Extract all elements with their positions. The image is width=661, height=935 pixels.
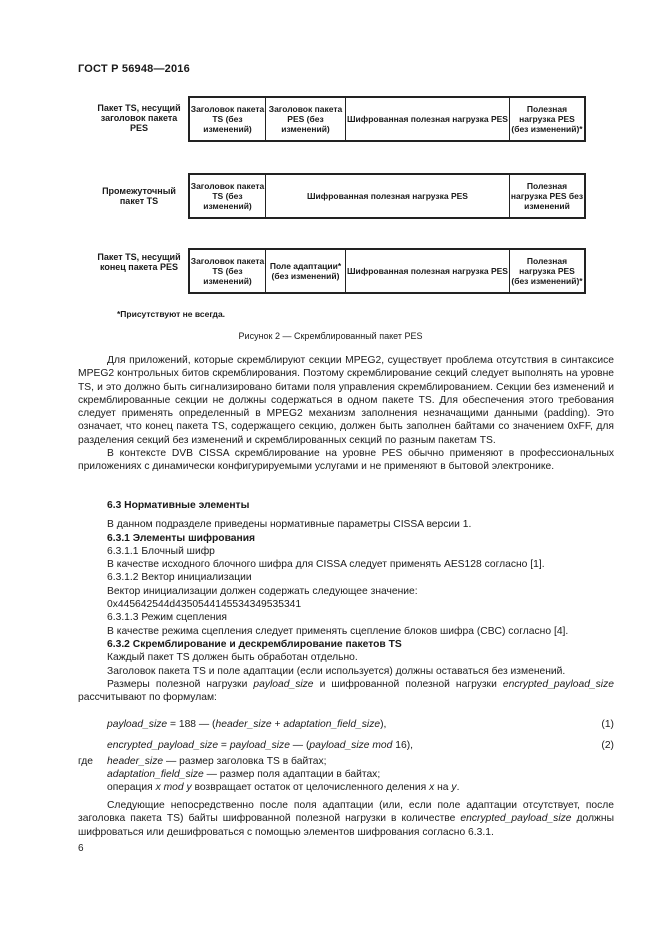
formula-1-expr: payload_size = 188 — (header_size + adaptation_field_size), [107,719,387,730]
section-6-3-2-heading: 6.3.2 Скремблирование и дескремблирование пакетов TS [107,638,402,650]
section-6-3-1-3-heading: 6.3.1.3 Режим сцепления [107,612,227,624]
def-mod-operation: операция x mod y возвращает остаток от целочисленного деления x на y. [107,782,460,793]
cell-encrypted-payload: Шифрованная полезная нагрузка PES [346,98,510,140]
section-6-3-1-2-heading: 6.3.1.2 Вектор инициализации [107,572,252,584]
body-text-section-6-3 [78,499,614,704]
standard-header: ГОСТ Р 56948—2016 [78,63,190,75]
formula-2-number: (2) [601,740,614,751]
def-header-size: header_size — размер заголовка TS в байтах; [107,756,327,767]
row-label-pes-header: Пакет TS, несущий заголовок пакета PES [97,103,181,133]
paragraph-encryption-bytes: Следующие непосредственно после поля адаптации (или, если поле адаптации отсутствует, после заголовка пакета TS) байты шифрованной полезной нагрузки в количестве encrypted_payload_size должны шифроваться или дешифроваться с помощью элементов шифрования согласно 6.3.1. [78,800,614,838]
row-label-intermediate: Промежуточный пакет TS [102,186,176,206]
section-6-3-2-text-c: Размеры полезной нагрузки payload_size и шифрованной полезной нагрузки encrypted_payload_size рассчитывают по формулам: [78,678,614,704]
section-6-3-1-1-text: В качестве исходного блочного шифра для CISSA следует применять AES128 согласно [1]. [107,559,545,571]
section-6-3-1-3-text: В качестве режима сцепления следует применять сцепление блоков шифра (CBC) согласно [4]. [107,625,569,637]
body-text-upper [78,354,614,474]
formula-1-number: (1) [601,719,614,730]
packet-row-pes-header [188,96,586,142]
cell-ts-header: Заголовок пакета TS (без изменений) [190,250,266,292]
section-6-3-1-heading: 6.3.1 Элементы шифрования [107,532,256,544]
formula-2-expr: encrypted_payload_size = payload_size — (payload_size mod 16), [107,740,413,751]
section-6-3-1-1-heading: 6.3.1.1 Блочный шифр [107,545,215,557]
section-6-3-1-2-text: Вектор инициализации должен содержать следующее значение: [107,585,418,597]
where-label: где [78,756,94,767]
formula-1 [107,719,614,730]
iv-value: 0x445642544d4350544145534349535341 [107,599,302,611]
cell-payload-unchanged: Полезная нагрузка PES (без изменений)* [511,256,583,286]
packet-row-intermediate [188,173,586,219]
section-6-3-2-text-b: Заголовок пакета TS и поле адаптации (если используется) должны оставаться без изменений. [107,665,566,677]
figure-footnote: *Присутствуют не всегда. [117,309,226,319]
cell-pes-header: Заголовок пакета PES (без изменений) [266,98,346,140]
row-label-pes-end: Пакет TS, несущий конец пакета PES [97,252,181,272]
cell-encrypted-payload: Шифрованная полезная нагрузка PES [266,175,510,217]
section-6-3-2-text-a: Каждый пакет TS должен быть обработан отдельно. [107,652,358,664]
section-6-3-text: В данном подразделе приведены нормативные параметры CISSA версии 1. [107,519,472,531]
cell-payload-unchanged: Полезная нагрузка PES без изменений [510,181,584,211]
cell-ts-header: Заголовок пакета TS (без изменений) [190,98,266,140]
cell-ts-header: Заголовок пакета TS (без изменений) [190,175,266,217]
cell-adaptation-field: Поле адаптации* (без изменений) [266,250,346,292]
paragraph-sections: Для приложений, которые скремблируют секции MPEG2, существует проблема отсутствия в синтаксисе MPEG2 контрольных битов скремблирования. Поэтому скремблирование секций следует выполнять на уровне TS, и это должно быть сигнализировано битами поля управления скремблированием. Секции без изменений и скремблированные секции не должны содержаться в одном пакете TS. Для обеспечения этого требования следует применять определенный в MPEG2 механизм заполнения незначащими данными (padding). Это означает, что конец пакета TS, содержащего секцию, должен быть заполнен байтами со значением 0xFF, для разделения секций без изменений и скремблированных секций по разным пакетам TS. [78,355,614,446]
paragraph-dvb-cissa: В контексте DVB CISSA скремблирование на уровне PES обычно применяют в профессиональных приложениях с динамически конфигурируемыми услугами и не применяют в бытовой электронике. [78,448,614,473]
body-text-final [78,799,614,839]
figure-caption: Рисунок 2 — Скремблированный пакет PES [238,331,423,341]
page-number: 6 [78,843,84,854]
def-adaptation-field-size: adaptation_field_size — размер поля адаптации в байтах; [107,769,381,780]
cell-payload-unchanged: Полезная нагрузка PES (без изменений)* [511,104,583,134]
section-6-3-heading: 6.3 Нормативные элементы [107,500,250,511]
cell-encrypted-payload: Шифрованная полезная нагрузка PES [346,250,510,292]
packet-row-pes-end [188,248,586,294]
formula-2 [107,740,614,751]
